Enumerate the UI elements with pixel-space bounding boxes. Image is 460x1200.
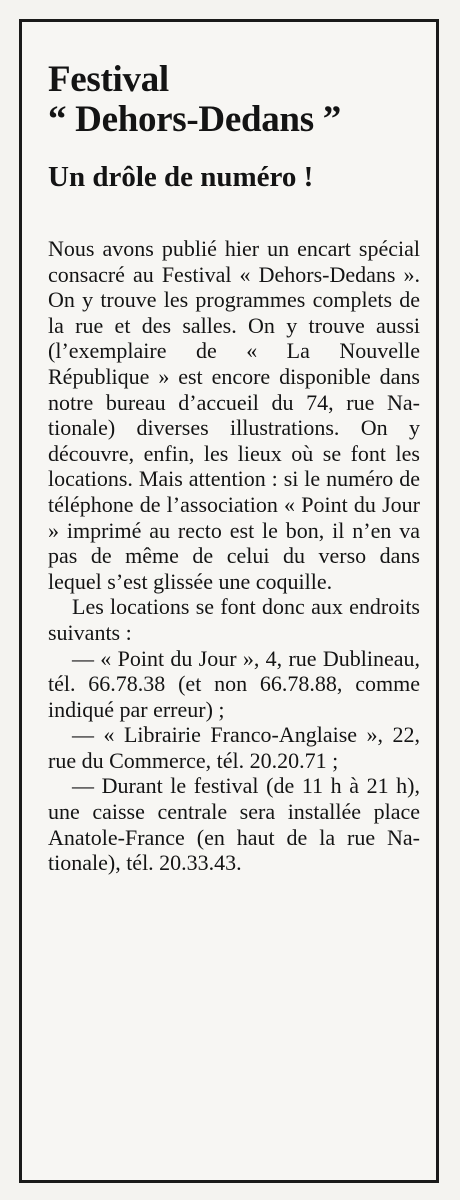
article-body <box>48 236 420 876</box>
paragraph-intro: Nous avons publié hier un encart spécial consacré au Festival « Dehors-Dedans ». On y trouve les programmes complets de la rue et des salles. On y trouve aussi (l’exemplaire de « La Nouvelle République » est encore disponible dans notre bureau d’accueil du 74, rue Nationale) diverses illustrations. On y découvre, enfin, les lieux où se font les locations. Mais attention : si le numéro de téléphone de l’association « Point du Jour » imprimé au recto est le bon, il n’en va pas de même de celui du verso dans lequel s’est glissée une coquille. <box>48 236 420 594</box>
headline <box>48 60 420 140</box>
paragraph-locations: Les locations se font donc aux endroits suivants : <box>48 594 420 645</box>
location-item-point-du-jour: — « Point du Jour », 4, rue Dublineau, tél. 66.78.38 (et non 66.78.88, comme indiqué par erreur) ; <box>48 645 420 722</box>
location-item-librairie: — « Librairie Franco-Anglaise », 22, rue du Commerce, tél. 20.20.71 ; <box>48 722 420 773</box>
article-content <box>48 60 420 876</box>
location-item-festival: — Durant le festival (de 11 h à 21 h), une caisse centrale sera installée place Anatole-France (en haut de la rue Nationale), tél. 20.33.43. <box>48 773 420 876</box>
headline-line-1: Festival <box>48 59 169 100</box>
headline-line-2: “ Dehors-Dedans ” <box>48 99 341 140</box>
article-clipping <box>19 19 439 1183</box>
subheadline: Un drôle de numéro ! <box>48 161 314 193</box>
